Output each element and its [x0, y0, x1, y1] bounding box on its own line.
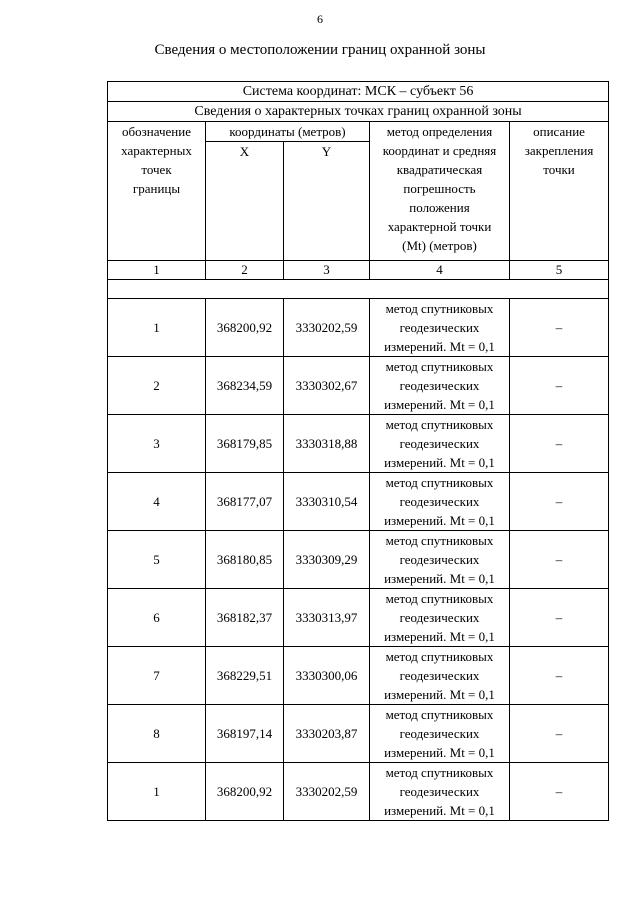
column-number-3: 3 [284, 261, 370, 280]
table-row [108, 647, 609, 705]
point-fixing-description: – [510, 357, 609, 415]
point-fixing-description: – [510, 415, 609, 473]
method-line: метод спутниковых [385, 649, 494, 664]
method-description [370, 589, 510, 647]
method-description [370, 473, 510, 531]
method-line: геодезических [399, 436, 480, 451]
method-line: геодезических [399, 552, 480, 567]
table-row [108, 473, 609, 531]
method-line: измерений. Mt = 0,1 [384, 571, 495, 586]
method-description [370, 299, 510, 357]
method-line: метод спутниковых [385, 591, 494, 606]
point-designation: 1 [108, 299, 206, 357]
coordinate-x: 368182,37 [206, 589, 284, 647]
method-line: геодезических [399, 784, 480, 799]
point-designation: 3 [108, 415, 206, 473]
method-description [370, 705, 510, 763]
method-line: геодезических [399, 610, 480, 625]
method-description [370, 647, 510, 705]
method-line: метод спутниковых [385, 475, 494, 490]
method-description [370, 763, 510, 821]
coordinate-x: 368200,92 [206, 763, 284, 821]
method-description [370, 415, 510, 473]
coordinate-x: 368179,85 [206, 415, 284, 473]
coordinate-system-title: Система координат: МСК – субъект 56 [108, 82, 609, 102]
point-fixing-description: – [510, 299, 609, 357]
column-number-5: 5 [510, 261, 609, 280]
method-line: метод спутниковых [385, 359, 494, 374]
table-row [108, 299, 609, 357]
table-row [108, 763, 609, 821]
method-line: измерений. Mt = 0,1 [384, 803, 495, 818]
method-line: метод спутниковых [385, 417, 494, 432]
coordinate-x: 368234,59 [206, 357, 284, 415]
method-line: метод спутниковых [385, 301, 494, 316]
table-row [108, 357, 609, 415]
header-designation: обозначение характерных точек границы [108, 122, 206, 261]
point-designation: 6 [108, 589, 206, 647]
point-fixing-description: – [510, 589, 609, 647]
coordinate-x: 368180,85 [206, 531, 284, 589]
coordinate-y: 3330203,87 [284, 705, 370, 763]
coordinate-y: 3330202,59 [284, 763, 370, 821]
coordinate-y: 3330313,97 [284, 589, 370, 647]
table-row [108, 415, 609, 473]
boundary-points-table [107, 81, 609, 821]
column-number-1: 1 [108, 261, 206, 280]
point-fixing-description: – [510, 763, 609, 821]
coordinate-y: 3330318,88 [284, 415, 370, 473]
page-number: 6 [317, 12, 323, 26]
method-line: геодезических [399, 320, 480, 335]
method-line: измерений. Mt = 0,1 [384, 629, 495, 644]
coordinate-x: 368229,51 [206, 647, 284, 705]
method-line: геодезических [399, 494, 480, 509]
coordinate-x: 368200,92 [206, 299, 284, 357]
method-line: измерений. Mt = 0,1 [384, 513, 495, 528]
blank-row [108, 280, 609, 299]
method-line: измерений. Mt = 0,1 [384, 397, 495, 412]
point-designation: 7 [108, 647, 206, 705]
method-line: измерений. Mt = 0,1 [384, 687, 495, 702]
method-line: измерений. Mt = 0,1 [384, 455, 495, 470]
method-line: геодезических [399, 668, 480, 683]
coordinate-y: 3330300,06 [284, 647, 370, 705]
method-line: измерений. Mt = 0,1 [384, 745, 495, 760]
coordinate-x: 368197,14 [206, 705, 284, 763]
table-row [108, 705, 609, 763]
table-row [108, 589, 609, 647]
point-designation: 8 [108, 705, 206, 763]
column-number-4: 4 [370, 261, 510, 280]
point-designation: 5 [108, 531, 206, 589]
method-line: геодезических [399, 726, 480, 741]
coordinate-y: 3330202,59 [284, 299, 370, 357]
table-row [108, 531, 609, 589]
point-fixing-description: – [510, 705, 609, 763]
header-description: описание закрепления точки [510, 122, 609, 261]
point-designation: 2 [108, 357, 206, 415]
point-designation: 1 [108, 763, 206, 821]
method-line: метод спутниковых [385, 533, 494, 548]
method-description [370, 531, 510, 589]
coordinate-y: 3330309,29 [284, 531, 370, 589]
method-line: метод спутниковых [385, 707, 494, 722]
header-y: Y [284, 142, 370, 261]
method-line: геодезических [399, 378, 480, 393]
point-designation: 4 [108, 473, 206, 531]
point-fixing-description: – [510, 647, 609, 705]
method-line: метод спутниковых [385, 765, 494, 780]
document-title: Сведения о местоположении границ охранной зоны [154, 42, 486, 58]
coordinate-y: 3330302,67 [284, 357, 370, 415]
method-line: измерений. Mt = 0,1 [384, 339, 495, 354]
header-coordinates: координаты (метров) [206, 122, 370, 142]
coordinate-y: 3330310,54 [284, 473, 370, 531]
coordinate-x: 368177,07 [206, 473, 284, 531]
column-number-2: 2 [206, 261, 284, 280]
table-subtitle: Сведения о характерных точках границ охранной зоны [108, 102, 609, 122]
method-description [370, 357, 510, 415]
header-method: метод определения координат и средняя квадратическая погрешность положения характерной точки (Mt) (метров) [370, 122, 510, 261]
point-fixing-description: – [510, 473, 609, 531]
point-fixing-description: – [510, 531, 609, 589]
header-x: X [206, 142, 284, 261]
